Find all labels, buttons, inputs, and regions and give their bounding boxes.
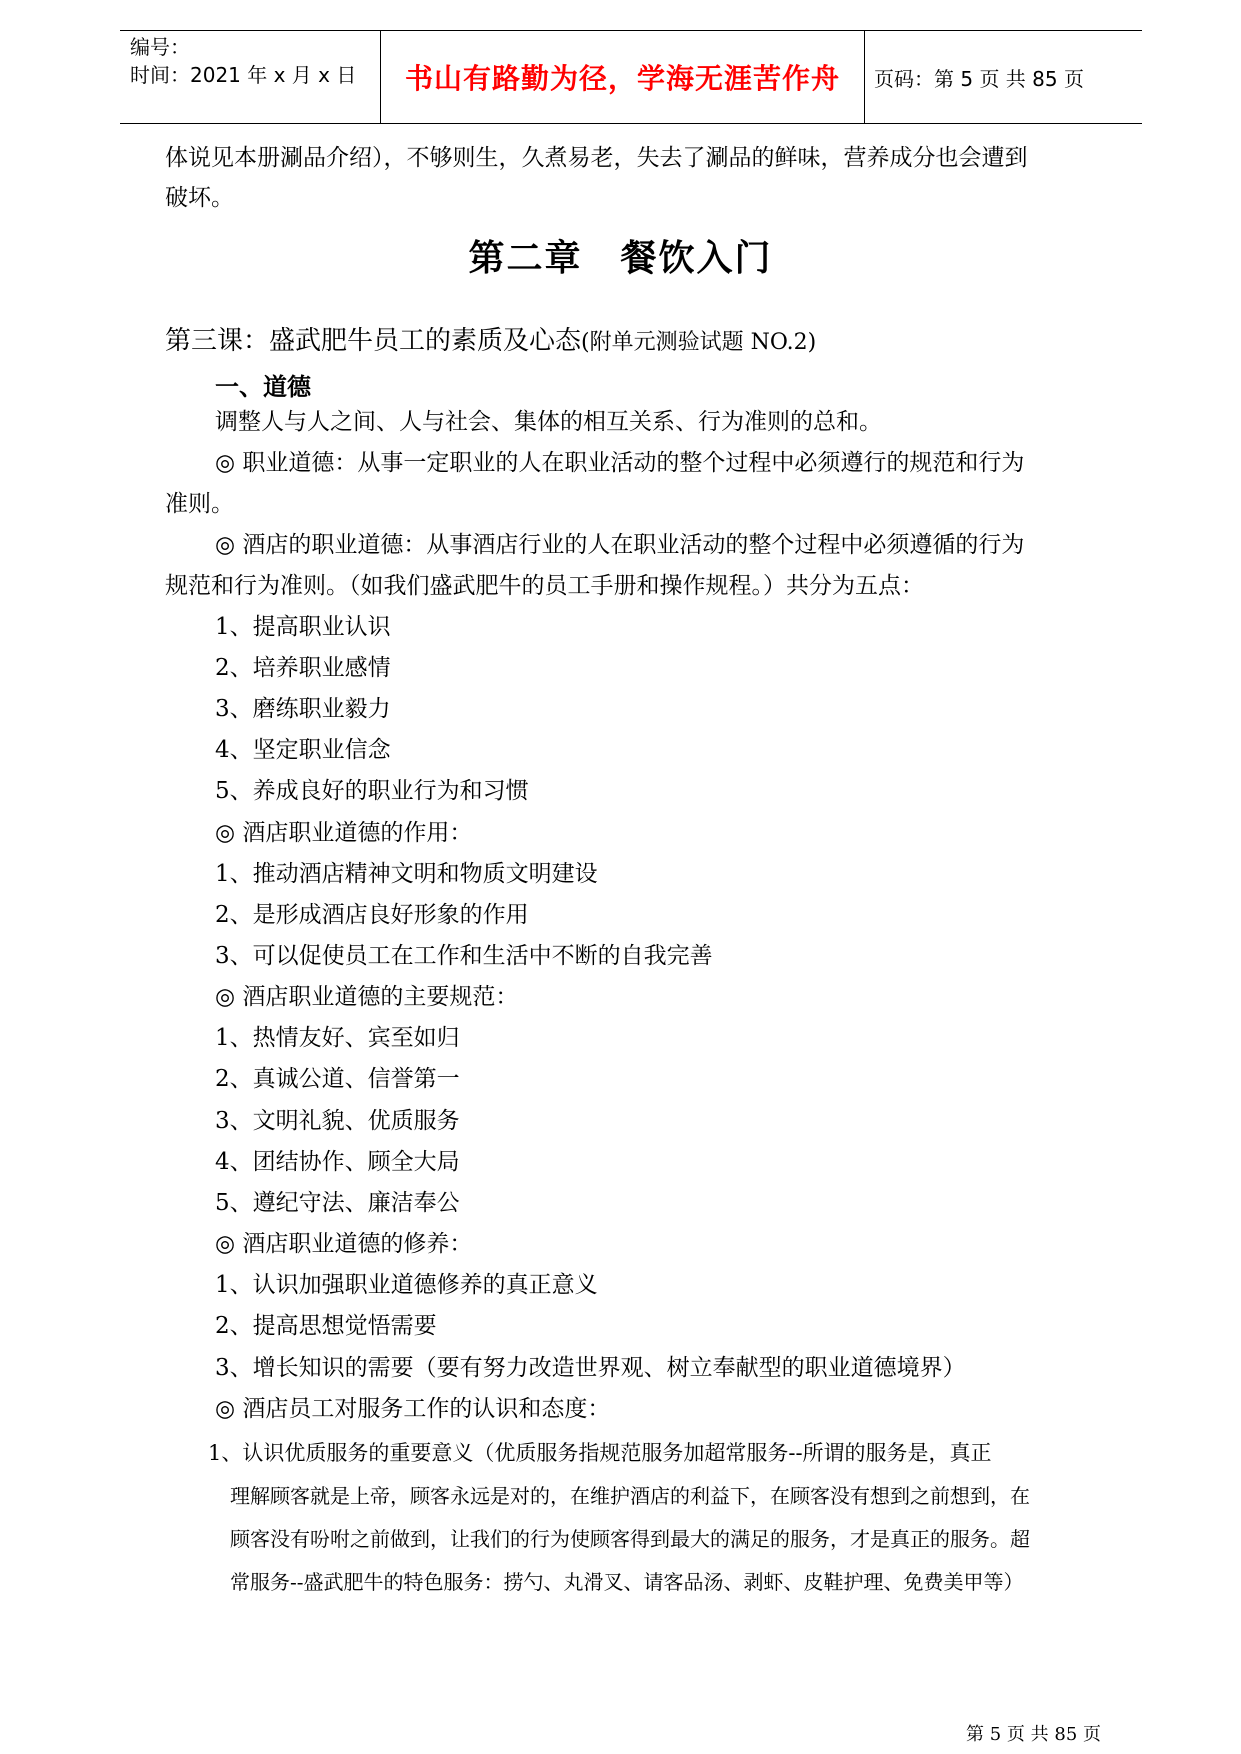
page-header xyxy=(120,30,1142,124)
continuation-line-1: 体说见本册涮品介绍），不够则生，久煮易老，失去了涮品的鲜味，营养成分也会遭到 xyxy=(165,145,1028,171)
attitude-item-line-3: 顾客没有吩咐之前做到，让我们的行为使顾客得到最大的满足的服务，才是真正的服务。超 xyxy=(230,1527,1030,1551)
lesson-title-sub: (附单元测验试题 NO.2) xyxy=(581,330,817,355)
norms-heading: ◎ 酒店职业道德的主要规范： xyxy=(215,984,519,1010)
attitude-item-line-2: 理解顾客就是上帝，顾客永远是对的，在维护酒店的利益下，在顾客没有想到之前想到，在 xyxy=(230,1484,1030,1508)
document-number-label: 编号： xyxy=(130,35,190,59)
definition-text: 调整人与人之间、人与社会、集体的相互关系、行为准则的总和。 xyxy=(215,409,882,435)
list-item: 2、是形成酒店良好形象的作用 xyxy=(215,902,529,928)
list-item: 4、坚定职业信念 xyxy=(215,737,391,763)
attitude-item-line-4: 常服务--盛武肥牛的特色服务：捞勺、丸滑叉、请客品汤、剥虾、皮鞋护理、免费美甲等） xyxy=(230,1570,1024,1594)
header-page-info: 页码：第 5 页 共 85 页 xyxy=(874,66,1084,91)
section-title: 一、道德 xyxy=(215,373,311,401)
list-item: 3、增长知识的需要（要有努力改造世界观、树立奉献型的职业道德境界） xyxy=(215,1355,966,1381)
prof-ethics-line-2: 准则。 xyxy=(165,491,234,517)
list-item: 2、培养职业感情 xyxy=(215,655,391,681)
list-item: 2、真诚公道、信誉第一 xyxy=(215,1066,460,1092)
list-item: 3、文明礼貌、优质服务 xyxy=(215,1108,460,1134)
attitude-item-line-1: 1、认识优质服务的重要意义（优质服务指规范服务加超常服务--所谓的服务是，真正 xyxy=(208,1441,992,1465)
lesson-title xyxy=(165,320,816,357)
list-item: 4、团结协作、顾全大局 xyxy=(215,1149,460,1175)
list-item: 3、可以促使员工在工作和生活中不断的自我完善 xyxy=(215,943,713,969)
prof-ethics-line-1: ◎ 职业道德：从事一定职业的人在职业活动的整个过程中必须遵行的规范和行为 xyxy=(215,450,1025,476)
continuation-line-2: 破坏。 xyxy=(165,185,234,211)
role-heading: ◎ 酒店职业道德的作用： xyxy=(215,820,473,846)
chapter-title: 第二章 餐饮入门 xyxy=(468,238,773,279)
list-item: 3、磨练职业毅力 xyxy=(215,696,391,722)
list-item: 2、提高思想觉悟需要 xyxy=(215,1313,437,1339)
list-item: 5、养成良好的职业行为和习惯 xyxy=(215,778,529,804)
list-item: 1、热情友好、宾至如归 xyxy=(215,1025,460,1051)
attitude-heading: ◎ 酒店员工对服务工作的认识和态度： xyxy=(215,1396,611,1422)
list-item: 5、遵纪守法、廉洁奉公 xyxy=(215,1190,460,1216)
list-item: 1、提高职业认识 xyxy=(215,614,391,640)
hotel-ethics-line-1: ◎ 酒店的职业道德：从事酒店行业的人在职业活动的整个过程中必须遵循的行为 xyxy=(215,532,1025,558)
header-page-cell xyxy=(864,31,1142,123)
motto-text: 书山有路勤为径，学海无涯苦作舟 xyxy=(404,62,840,95)
page-footer: 第 5 页 共 85 页 xyxy=(966,1724,1101,1745)
cultivation-heading: ◎ 酒店职业道德的修养： xyxy=(215,1231,473,1257)
header-motto-cell xyxy=(380,31,865,123)
list-item: 1、推动酒店精神文明和物质文明建设 xyxy=(215,861,598,887)
header-meta-cell xyxy=(120,31,380,123)
lesson-title-main: 第三课：盛武肥牛员工的素质及心态 xyxy=(165,326,582,356)
hotel-ethics-line-2: 规范和行为准则。（如我们盛武肥牛的员工手册和操作规程。）共分为五点： xyxy=(165,573,924,599)
document-time-label: 时间：2021 年 x 月 x 日 xyxy=(130,63,357,87)
list-item: 1、认识加强职业道德修养的真正意义 xyxy=(215,1272,598,1298)
